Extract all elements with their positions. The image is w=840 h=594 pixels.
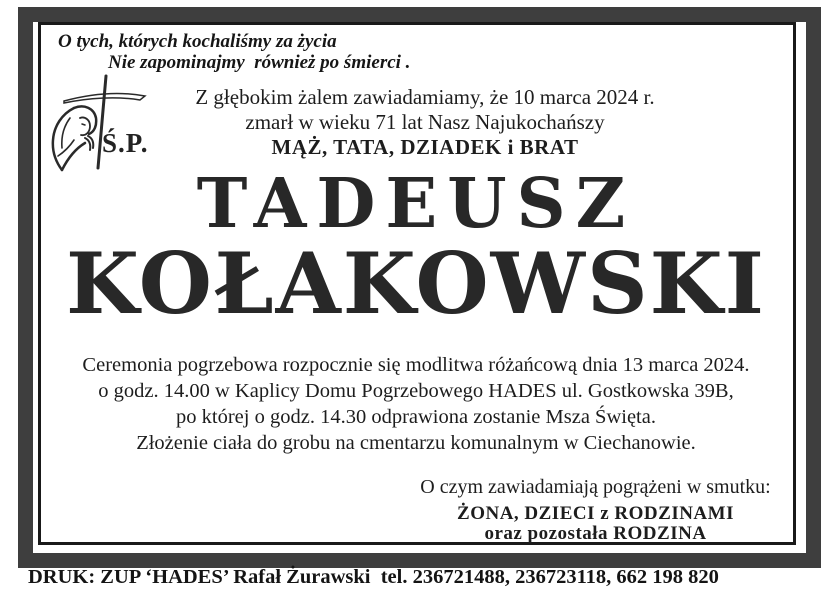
mourners-line-3: oraz pozostała RODZINA	[484, 523, 707, 544]
mourners-line-2: ŻONA, DZIECI z RODZINAMI	[457, 503, 734, 524]
motto-line-1: O tych, których kochaliśmy za życia	[58, 31, 337, 52]
sp-abbreviation: Ś.P.	[102, 128, 149, 158]
mourners-block	[398, 476, 793, 544]
announcement-line-1: Z głębokim żalem zawiadamiamy, że 10 marca 2024 r.	[195, 85, 655, 109]
deceased-last-name: KOŁAKOWSKI	[66, 234, 766, 333]
ceremony-line-3: po której o godz. 14.30 odprawiona zostanie Msza Święta.	[176, 406, 656, 428]
deceased-first-name: TADEUSZ	[196, 164, 636, 244]
ceremony-line-2: o godz. 14.00 w Kaplicy Domu Pogrzebowego HADES ul. Gostkowska 39B,	[98, 380, 734, 402]
announcement-line-3: MĄŻ, TATA, DZIADEK i BRAT	[271, 135, 579, 159]
mourners-line-1: O czym zawiadamiają pogrążeni w smutku:	[420, 476, 771, 498]
ceremony-details	[39, 352, 793, 456]
ceremony-line-1: Ceremonia pogrzebowa rozpocznie się modlitwa różańcową dnia 13 marca 2024.	[82, 354, 750, 376]
announcement-block	[95, 85, 755, 160]
motto-line-2: Nie zapominajmy również po śmierci .	[108, 52, 411, 73]
ceremony-line-4: Złożenie ciała do grobu na cmentarzu komunalnym w Ciechanowie.	[136, 432, 696, 454]
announcement-line-2: zmarł w wieku 71 lat Nasz Najukochańszy	[245, 110, 605, 134]
print-footer: DRUK: ZUP ‘HADES’ Rafał Żurawski tel. 236721488, 236723118, 662 198 820	[28, 566, 719, 588]
